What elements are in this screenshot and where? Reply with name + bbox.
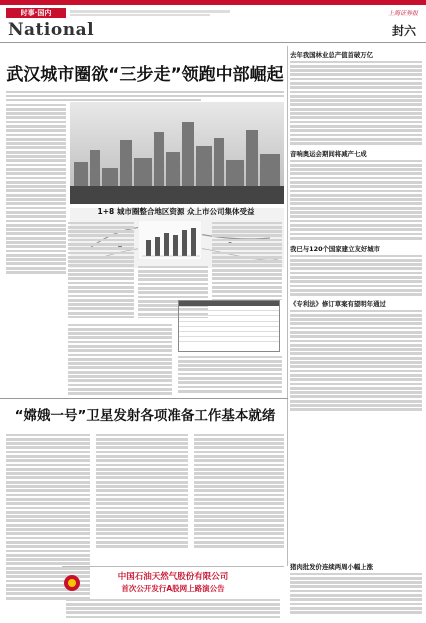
chart-bar <box>191 228 196 256</box>
right-body-3 <box>290 253 422 297</box>
sub-right-column <box>212 220 282 300</box>
mini-chart <box>138 220 202 260</box>
section-english-title: National <box>8 20 95 40</box>
right-headline-2[interactable]: 音响奥运会期间将减产七成 <box>290 150 367 158</box>
ad-line-2: 首次公开发行A股网上路演公告 <box>121 584 225 593</box>
right-bottom <box>290 560 422 620</box>
right-headline-5[interactable]: 猪肉批发价连续两周小幅上涨 <box>290 563 374 571</box>
right-body-5 <box>290 571 422 617</box>
ad-line-1: 中国石油天然气股份有限公司 <box>117 572 229 582</box>
chart-bar <box>164 233 169 256</box>
sub-body-lower <box>68 322 172 396</box>
column-divider <box>287 46 288 566</box>
sub-left-column <box>68 220 134 318</box>
sub-headline[interactable]: 1+8 城市圈整合地区资源 众上市公司集体受益 <box>97 207 255 216</box>
right-body-1 <box>290 59 422 147</box>
right-headline-1[interactable]: 去年我国林业总产值首破万亿 <box>290 51 374 59</box>
bottom-headline[interactable]: “嫦娥一号”卫星发射各项准备工作基本就绪 <box>14 408 276 424</box>
header-meta <box>70 9 270 17</box>
right-headline-3[interactable]: 我已与120个国家建立友好城市 <box>290 245 381 253</box>
bottom-col-2 <box>96 432 188 562</box>
chart-bar <box>173 235 178 256</box>
lead-left-column <box>6 102 66 318</box>
chart-bar <box>146 240 151 256</box>
right-body-2 <box>290 158 422 242</box>
advertisement[interactable] <box>62 566 284 623</box>
sub-body-right-lower <box>178 354 282 396</box>
company-table <box>178 300 280 352</box>
newspaper-brand: 上海证券报 <box>387 10 418 17</box>
edition-number: 封六 <box>391 24 416 38</box>
bottom-story <box>6 400 284 428</box>
section-label: 时事·国内 <box>6 8 66 18</box>
ad-body <box>66 597 280 621</box>
section-rule <box>0 398 288 399</box>
chart-bar <box>155 237 160 256</box>
city-skyline-photo <box>70 102 284 204</box>
header-rule <box>0 42 426 43</box>
table-row <box>179 337 279 342</box>
right-body-4 <box>290 308 422 416</box>
lead-headline[interactable]: 武汉城市圈欲“三步走”领跑中部崛起 <box>6 65 284 85</box>
bottom-col-3 <box>194 432 284 562</box>
header-band <box>0 0 426 5</box>
petrochina-logo-icon <box>64 575 80 591</box>
right-headline-4[interactable]: 《专利法》修订草案有望明年通过 <box>290 300 386 308</box>
right-column <box>290 48 422 468</box>
chart-bar <box>182 230 187 256</box>
